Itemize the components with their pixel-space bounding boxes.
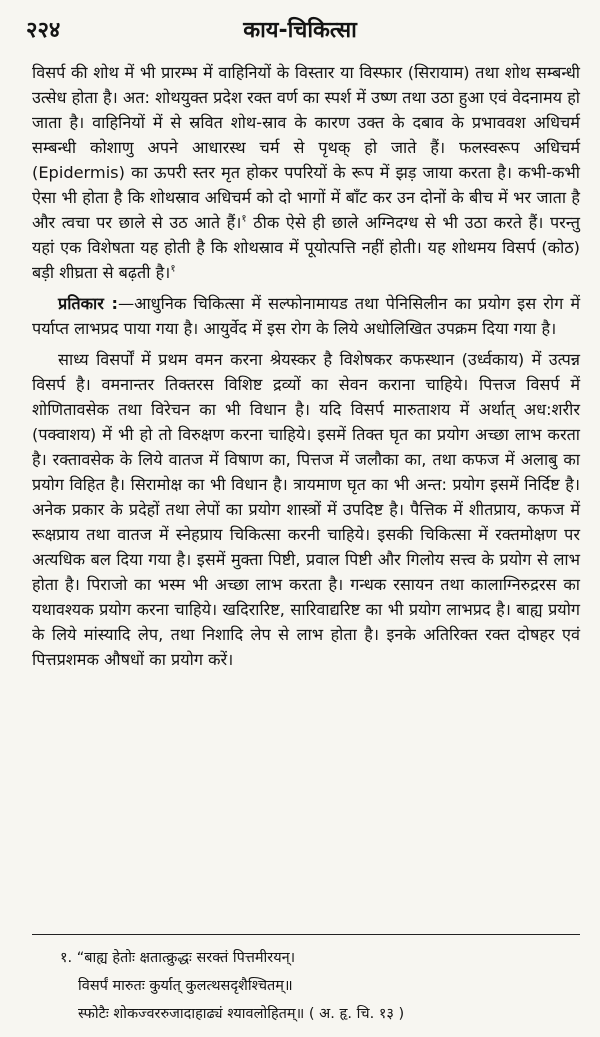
paragraph-text: साध्य विसर्पों में प्रथम वमन करना श्रेयस्कर है विशेषकर कफस्थान (उर्ध्वकाय) में उत्पन्न विसर्प है। वमनान्तर तिक्तरस विशिष्ट द्रव्यों का सेवन कराना चाहिये। पित्तज विसर्प में शोणितावसेक तथा विरेचन का भी विधान है। यदि विसर्प मारुताशय में अर्थात् अध:शरीर (पक्वाशय) में भी हो तो विरुक्षण करना चाहिये। इसमें तिक्त घृत का प्रयोग अच्छा लाभ करता है। रक्तावसेक के लिये वातज में विषाण का, पित्तज में जलौका का, तथा कफज में अलाबु का प्रयोग विहित है। सिरामोक्ष का भी विधान है। त्रायमाण घृत का भी अन्त: प्रयोग इसमें निर्दिष्ट है। अनेक प्रकार के प्रदेहों तथा लेपों का प्रयोग शास्त्रों में उपदिष्ट है। पैत्तिक में शीतप्राय, कफज में रूक्षप्राय तथा वातज में स्नेहप्राय चिकित्सा करनी चाहिये। इसकी चिकित्सा में रक्तमोक्षण पर अत्यधिक बल दिया गया है। इसमें मुक्ता पिष्टी, प्रवाल पिष्टी और गिलोय सत्त्व के प्रयोग से लाभ होता है। पिराजो का भस्म भी अच्छा लाभ करता है। गन्धक रसायन तथा कालाग्निरुद्ररस का यथावश्यक प्रयोग करना चाहिये। खदिरारिष्ट, सारिवाद्यरिष्ट का भी प्रयोग लाभप्रद है। बाह्य प्रयोग के लिये मांस्यादि लेप, तथा निशादि लेप से लाभ होता है। इनके अतिरिक्त रक्त दोषहर एवं पित्तप्रशमक औषधों का प्रयोग करें।	[32, 350, 580, 669]
paragraph-treatment	[32, 291, 580, 341]
running-title: काय-चिकित्सा	[243, 18, 357, 43]
footnote-line: स्फोटैः शोकज्वररुजादाहाढ्यं श्यावलोहितम्॥ ( अ. हृ. चि. १३ )	[78, 1006, 405, 1022]
footnote-ref: १	[241, 213, 247, 225]
page-number: २२४	[26, 18, 61, 43]
paragraph-ayurvedic-treatment	[32, 347, 580, 672]
footnote-line: विसर्पं मारुतः कुर्यात् कुलत्थसदृशैश्चितम्॥	[78, 978, 293, 994]
paragraph-text: विसर्प की शोथ में भी प्रारम्भ में वाहिनियों के विस्तार या विस्फार (सिरायाम) तथा शोथ सम्बन्धी उत्सेध होता है। अत: शोथयुक्त प्रदेश रक्त वर्ण का स्पर्श में उष्ण तथा उठा हुआ एवं वेदनामय हो जाता है। वाहिनियों में से स्रवित शोथ-स्राव के कारण उक्त के दबाव के प्रभाववश अधिचर्म सम्बन्धी कोशाणु अपने आधारस्थ चर्म से पृथक् हो जाते हैं। फलस्वरूप अधिचर्म (Epidermis) का ऊपरी स्तर मृत होकर पपरियों के रूप में झड़ जाया करता है। कभी-कभी ऐसा भी होता है कि शोथस्राव अधिचर्म को दो भागों में बाँट कर उन दोनों के बीच में भर जाता है और त्वचा पर छाले से उठ आते हैं।	[32, 63, 580, 232]
page-header	[0, 8, 600, 48]
section-heading: प्रतिकार :	[58, 294, 118, 313]
footnote-block	[60, 944, 580, 1028]
footnote-divider	[32, 934, 580, 935]
paragraph-text-continued: ठीक ऐसे ही छाले अग्निदग्ध से भी उठा करते हैं। परन्तु यहां एक विशेषता यह होती है कि शोथस्राव में पूयोत्पत्ति नहीं होती। यह शोथमय विसर्प (कोठ) बड़ी शीघ्रता से बढ़ती है।	[32, 213, 580, 282]
paragraph-inflammation	[32, 60, 580, 285]
paragraph-text: —आधुनिक चिकित्सा में सल्फोनामायड तथा पेनिसिलीन का प्रयोग इस रोग में पर्याप्त लाभप्रद पाया गया है। आयुर्वेद में इस रोग के लिये अधोलिखित उपक्रम दिया गया है।	[32, 294, 580, 338]
footnote-line: १. “बाह्य हेतोः क्षतात्क्रुद्धः सरक्तं पित्तमीरयन्।	[60, 950, 296, 966]
page-body	[32, 60, 580, 672]
footnote-ref: १	[170, 263, 176, 275]
